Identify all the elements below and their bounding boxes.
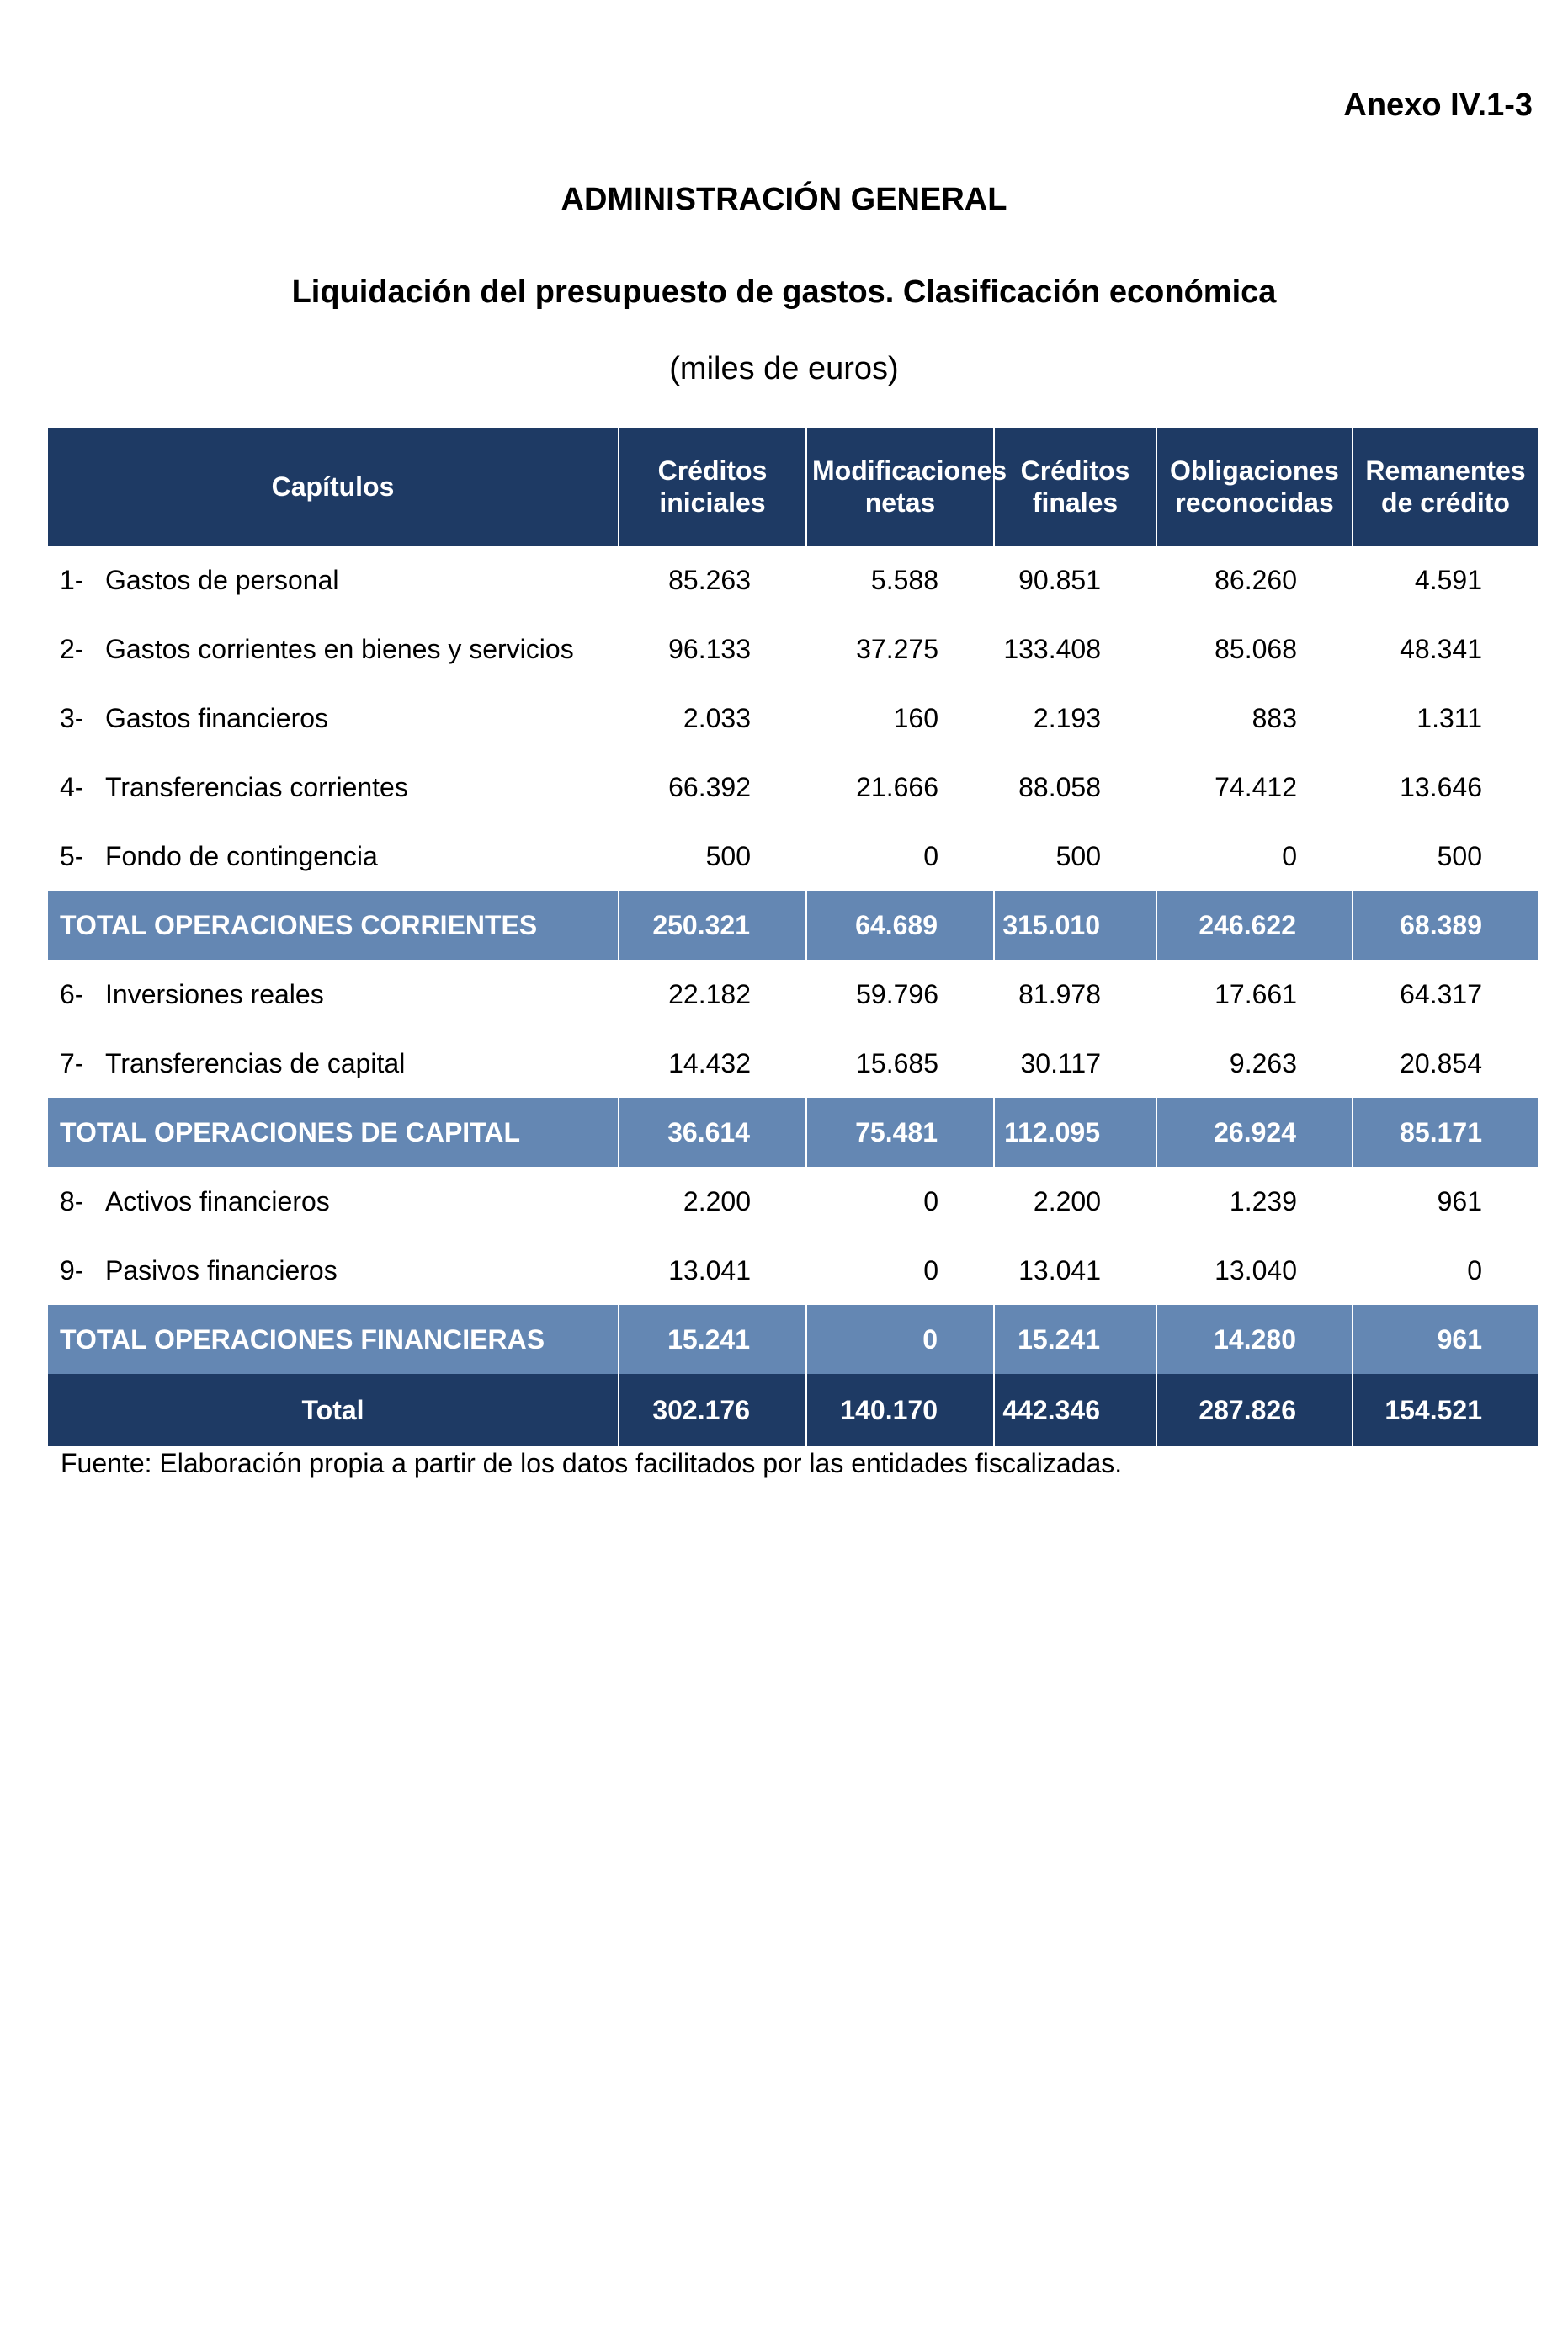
cell-creditos-iniciales: 302.176: [619, 1374, 806, 1446]
row-label: [48, 1236, 619, 1305]
header-creditos-iniciales: [619, 428, 806, 546]
cell-creditos-finales: 15.241: [994, 1305, 1156, 1374]
header-line: netas: [864, 487, 936, 518]
table-header-row: [48, 428, 1538, 546]
table-row: [48, 1236, 1538, 1305]
row-label-text: Gastos corrientes en bienes y servicios: [105, 633, 574, 664]
cell-creditos-iniciales: 250.321: [619, 891, 806, 960]
cell-creditos-iniciales: 2.033: [683, 702, 751, 733]
cell-remanentes-credito: 0: [1467, 1254, 1482, 1286]
source-note: Fuente: Elaboración propia a partir de los datos facilitados por las entidades fiscalizadas.: [61, 1448, 1123, 1478]
table-row: [48, 615, 1538, 684]
cell-creditos-iniciales: 13.041: [668, 1254, 751, 1286]
cell-creditos-iniciales: 2.200: [683, 1185, 751, 1216]
cell-obligaciones-reconocidas: 1.239: [1229, 1185, 1297, 1216]
row-label-text: Activos financieros: [105, 1185, 330, 1216]
subtotal-row-corrientes: [48, 891, 1538, 960]
cell-creditos-iniciales: 66.392: [668, 771, 751, 802]
row-label: [48, 546, 619, 615]
cell-creditos-finales: 2.193: [1033, 702, 1101, 733]
cell-modificaciones-netas: 0: [923, 840, 938, 871]
cell-obligaciones-reconocidas: 246.622: [1156, 891, 1353, 960]
table-row: [48, 1029, 1538, 1098]
cell-obligaciones-reconocidas: 86.260: [1215, 564, 1297, 595]
header-line: finales: [1032, 487, 1119, 518]
cell-creditos-finales: 88.058: [1018, 771, 1101, 802]
row-label-text: Fondo de contingencia: [105, 840, 378, 871]
header-line: Créditos: [657, 455, 768, 486]
cell-creditos-iniciales: 96.133: [668, 633, 751, 664]
cell-remanentes-credito: 13.646: [1400, 771, 1482, 802]
cell-remanentes-credito: 154.521: [1353, 1374, 1538, 1446]
row-code: 1-: [60, 564, 84, 595]
header-line: Modificaciones: [812, 455, 1007, 486]
cell-obligaciones-reconocidas: 85.068: [1215, 633, 1297, 664]
cell-obligaciones-reconocidas: 9.263: [1229, 1047, 1297, 1078]
header-modificaciones-netas: [806, 428, 1007, 546]
page-subtitle: Liquidación del presupuesto de gastos. Clasificación económica: [291, 274, 1277, 310]
cell-creditos-iniciales: 85.263: [668, 564, 751, 595]
cell-modificaciones-netas: 140.170: [806, 1374, 994, 1446]
cell-obligaciones-reconocidas: 13.040: [1215, 1254, 1297, 1286]
row-label-text: Gastos de personal: [105, 564, 339, 595]
header-creditos-finales: [994, 428, 1156, 546]
table-row: [48, 822, 1538, 891]
cell-modificaciones-netas: 5.588: [870, 564, 938, 595]
header-line: de crédito: [1381, 487, 1510, 518]
cell-creditos-finales: 315.010: [994, 891, 1156, 960]
header-obligaciones-reconocidas: [1156, 428, 1353, 546]
cell-obligaciones-reconocidas: 14.280: [1156, 1305, 1353, 1374]
cell-creditos-iniciales: 15.241: [619, 1305, 806, 1374]
units-note: (miles de euros): [669, 351, 899, 386]
cell-creditos-finales: 81.978: [1018, 978, 1101, 1009]
subtotal-label: TOTAL OPERACIONES FINANCIERAS: [60, 1323, 545, 1355]
row-code: 6-: [60, 978, 84, 1009]
row-label-text: Transferencias de capital: [105, 1047, 406, 1078]
header-line: Obligaciones: [1170, 455, 1339, 486]
cell-remanentes-credito: 961: [1437, 1185, 1482, 1216]
row-label: [48, 960, 619, 1029]
cell-remanentes-credito: 500: [1437, 840, 1482, 871]
row-code: 2-: [60, 633, 84, 664]
cell-remanentes-credito: 68.389: [1353, 891, 1538, 960]
cell-creditos-finales: 13.041: [1018, 1254, 1101, 1286]
header-capitulos-text: Capítulos: [271, 471, 395, 502]
grand-total-row: [48, 1374, 1538, 1446]
row-label-text: Gastos financieros: [105, 702, 329, 733]
table-row: [48, 684, 1538, 753]
page-title: ADMINISTRACIÓN GENERAL: [561, 182, 1007, 217]
row-code: 4-: [60, 771, 84, 802]
cell-creditos-finales: 90.851: [1018, 564, 1101, 595]
cell-remanentes-credito: 64.317: [1400, 978, 1482, 1009]
cell-modificaciones-netas: 15.685: [856, 1047, 938, 1078]
cell-creditos-iniciales: 36.614: [619, 1098, 806, 1167]
cell-modificaciones-netas: 21.666: [856, 771, 938, 802]
cell-creditos-finales: 133.408: [1003, 633, 1101, 664]
cell-creditos-finales: 112.095: [994, 1098, 1156, 1167]
cell-modificaciones-netas: 0: [806, 1305, 994, 1374]
cell-creditos-finales: 442.346: [994, 1374, 1156, 1446]
header-line: iniciales: [659, 487, 766, 518]
row-label: [48, 1029, 619, 1098]
cell-obligaciones-reconocidas: 74.412: [1215, 771, 1297, 802]
row-label: [48, 1167, 619, 1236]
row-label-text: Inversiones reales: [105, 978, 324, 1009]
row-code: 5-: [60, 840, 84, 871]
cell-modificaciones-netas: 160: [893, 702, 938, 733]
cell-obligaciones-reconocidas: 287.826: [1156, 1374, 1353, 1446]
row-label-text: Transferencias corrientes: [105, 771, 408, 802]
header-remanentes-credito: [1353, 428, 1538, 546]
cell-creditos-finales: 2.200: [1033, 1185, 1101, 1216]
cell-modificaciones-netas: 64.689: [806, 891, 994, 960]
budget-table: [48, 428, 1538, 1446]
row-label: [48, 684, 619, 753]
subtotal-row-capital: [48, 1098, 1538, 1167]
cell-modificaciones-netas: 0: [923, 1254, 938, 1286]
table-row: [48, 1167, 1538, 1236]
row-code: 8-: [60, 1185, 84, 1216]
cell-obligaciones-reconocidas: 17.661: [1215, 978, 1297, 1009]
cell-creditos-iniciales: 22.182: [668, 978, 751, 1009]
row-label: [48, 615, 619, 684]
cell-remanentes-credito: 1.311: [1417, 702, 1482, 733]
subtotal-label: TOTAL OPERACIONES CORRIENTES: [60, 909, 538, 940]
header-line: Remanentes: [1365, 455, 1526, 486]
header-line: reconocidas: [1175, 487, 1334, 518]
row-label: [48, 822, 619, 891]
row-code: 9-: [60, 1254, 84, 1286]
cell-modificaciones-netas: 0: [923, 1185, 938, 1216]
cell-remanentes-credito: 4.591: [1414, 564, 1482, 595]
cell-creditos-finales: 500: [1055, 840, 1101, 871]
header-line: Créditos: [1020, 455, 1130, 486]
cell-modificaciones-netas: 59.796: [856, 978, 938, 1009]
row-code: 3-: [60, 702, 84, 733]
header-capitulos: [48, 428, 619, 546]
cell-creditos-iniciales: 14.432: [668, 1047, 751, 1078]
table-row: [48, 546, 1538, 615]
cell-creditos-iniciales: 500: [705, 840, 751, 871]
table-row: [48, 960, 1538, 1029]
cell-remanentes-credito: 20.854: [1400, 1047, 1482, 1078]
cell-obligaciones-reconocidas: 26.924: [1156, 1098, 1353, 1167]
row-code: 7-: [60, 1047, 84, 1078]
table-row: [48, 753, 1538, 822]
cell-remanentes-credito: 961: [1353, 1305, 1538, 1374]
cell-modificaciones-netas: 37.275: [856, 633, 938, 664]
cell-obligaciones-reconocidas: 883: [1252, 702, 1297, 733]
subtotal-row-financieras: [48, 1305, 1538, 1374]
cell-obligaciones-reconocidas: 0: [1282, 840, 1297, 871]
cell-creditos-finales: 30.117: [1020, 1047, 1101, 1078]
row-label-text: Pasivos financieros: [105, 1254, 338, 1286]
annex-label: Anexo IV.1-3: [1343, 88, 1533, 123]
cell-remanentes-credito: 48.341: [1400, 633, 1482, 664]
cell-remanentes-credito: 85.171: [1353, 1098, 1538, 1167]
grand-total-label: Total: [301, 1394, 364, 1425]
row-label: [48, 753, 619, 822]
cell-modificaciones-netas: 75.481: [806, 1098, 994, 1167]
subtotal-label: TOTAL OPERACIONES DE CAPITAL: [60, 1116, 520, 1147]
